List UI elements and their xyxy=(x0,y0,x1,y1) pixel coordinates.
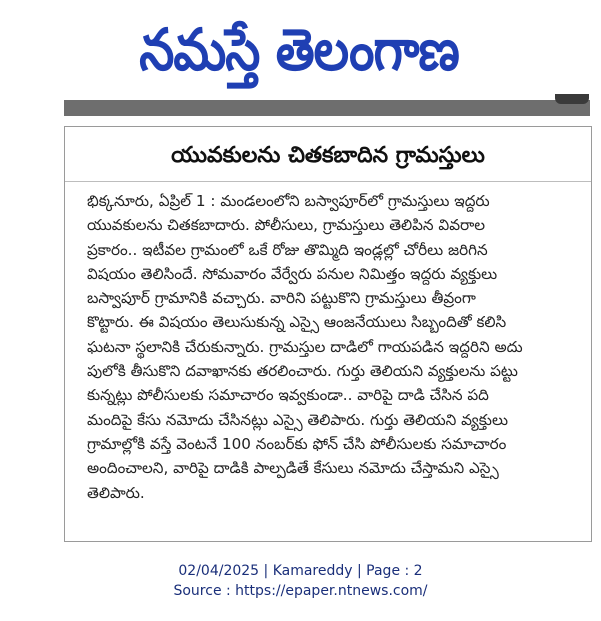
article-body xyxy=(87,189,573,505)
article-line: కున్నట్లు పోలీసులకు సమాచారం ఇవ్వకుండా.. వారిపై దాడి చేసిన పది xyxy=(87,386,489,405)
article-line: పులోకి తీసుకొని దవాఖానకు తరలించారు. గుర్తు తెలియని వ్యక్తులను పట్టు xyxy=(87,362,518,381)
footer-source-link[interactable]: Source : https://epaper.ntnews.com/ xyxy=(173,583,428,599)
article-line: తెలిపారు. xyxy=(87,483,145,502)
masthead-logo xyxy=(96,14,502,86)
headline-divider xyxy=(65,181,591,182)
article-line: యువకులను చితకబాదారు. పోలీసులు, గ్రామస్తులు తెలిపిన వివరాల xyxy=(87,216,486,235)
article-line: అందించాలని, వారిపై దాడికి పాల్పడితే కేసులు నమోదు చేస్తామని ఎస్సై xyxy=(87,459,499,478)
masthead-rule xyxy=(64,100,590,116)
article-line: ప్రకారం.. ఇటీవల గ్రామంలో ఒకే రోజు తొమ్మిది ఇండ్లల్లో చోరీలు జరిగిన xyxy=(87,240,488,259)
article-line: విషయం తెలిసిందే. సోమవారం వేర్వేరు పనుల నిమిత్తం ఇద్దరు వ్యక్తులు xyxy=(87,264,498,283)
footer-date-edition: 02/04/2025 | Kamareddy | Page : 2 xyxy=(178,563,423,579)
masthead-title: నమస్తే తెలంగాణ xyxy=(139,16,459,84)
masthead-rule-cap xyxy=(555,94,589,104)
article-headline: యువకులను చితకబాదిన గ్రామస్తులు xyxy=(171,143,485,168)
article-line: గ్రామాల్లోకి వస్తే వెంటనే 100 నంబర్‌కు ఫోన్ చేసి పోలీసులకు సమాచారం xyxy=(87,434,507,453)
article-line: కొట్టారు. ఈ విషయం తెలుసుకున్న ఎస్సై ఆంజనేయులు సిబ్బందితో కలిసి xyxy=(87,313,507,332)
article-line: భిక్కనూరు, ఏప్రిల్ 1 : మండలంలోని బస్వాపూర్‌లో గ్రామస్తులు ఇద్దరు xyxy=(87,192,490,210)
article-line: ఘటనా స్థలానికి చేరుకున్నారు. గ్రామస్తుల దాడిలో గాయపడిన ఇద్దరిని అదు xyxy=(87,337,523,356)
article-line: మందిపై కేసు నమోదు చేసినట్లు ఎస్సై తెలిపారు. గుర్తు తెలియని వ్యక్తులు xyxy=(87,410,508,429)
article-line: బస్వాపూర్ గ్రామానికి వచ్చారు. వారిని పట్టుకొని గ్రామస్తులు తీవ్రంగా xyxy=(87,289,476,308)
article-clipping xyxy=(64,126,592,542)
